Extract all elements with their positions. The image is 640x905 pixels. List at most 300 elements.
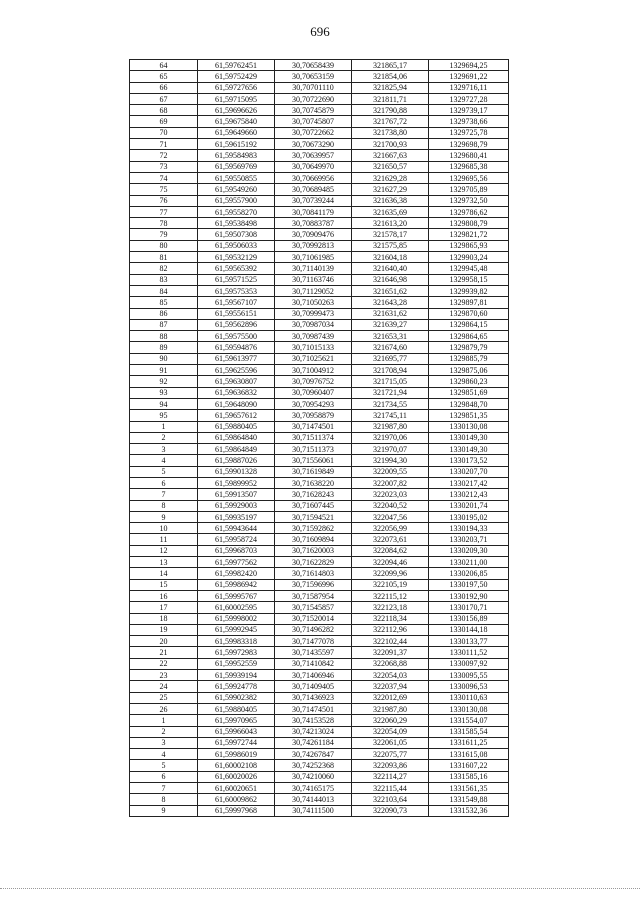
table-row <box>130 116 509 127</box>
y-coordinate-cell: 1329786,62 <box>429 206 509 217</box>
latitude-cell: 61,59762451 <box>198 60 275 71</box>
point-number-cell: 93 <box>130 387 198 398</box>
y-coordinate-cell: 1330111,52 <box>429 647 509 658</box>
longitude-cell: 30,70701110 <box>275 82 352 93</box>
y-coordinate-cell: 1329945,48 <box>429 263 509 274</box>
y-coordinate-cell: 1330207,70 <box>429 466 509 477</box>
table-row <box>130 783 509 794</box>
point-number-cell: 7 <box>130 783 198 794</box>
x-coordinate-cell: 321825,94 <box>352 82 429 93</box>
table-row <box>130 602 509 613</box>
x-coordinate-cell: 322037,94 <box>352 681 429 692</box>
table-row <box>130 726 509 737</box>
table-row <box>130 805 509 816</box>
point-number-cell: 21 <box>130 647 198 658</box>
y-coordinate-cell: 1329864,65 <box>429 331 509 342</box>
table-row <box>130 760 509 771</box>
y-coordinate-cell: 1329738,66 <box>429 116 509 127</box>
longitude-cell: 30,70883787 <box>275 218 352 229</box>
y-coordinate-cell: 1330203,71 <box>429 534 509 545</box>
y-coordinate-cell: 1330195,02 <box>429 511 509 522</box>
latitude-cell: 61,59913507 <box>198 489 275 500</box>
point-number-cell: 25 <box>130 692 198 703</box>
table-row <box>130 568 509 579</box>
x-coordinate-cell: 322091,37 <box>352 647 429 658</box>
coordinates-table-body <box>130 60 509 817</box>
y-coordinate-cell: 1329680,41 <box>429 150 509 161</box>
longitude-cell: 30,71620003 <box>275 545 352 556</box>
table-row <box>130 636 509 647</box>
y-coordinate-cell: 1331585,54 <box>429 726 509 737</box>
y-coordinate-cell: 1329885,79 <box>429 353 509 364</box>
point-number-cell: 7 <box>130 489 198 500</box>
latitude-cell: 61,59992945 <box>198 624 275 635</box>
x-coordinate-cell: 322068,88 <box>352 658 429 669</box>
point-number-cell: 91 <box>130 365 198 376</box>
latitude-cell: 61,59567107 <box>198 297 275 308</box>
y-coordinate-cell: 1331549,88 <box>429 794 509 805</box>
latitude-cell: 61,59935197 <box>198 511 275 522</box>
latitude-cell: 61,59902382 <box>198 692 275 703</box>
x-coordinate-cell: 321738,80 <box>352 127 429 138</box>
table-row <box>130 647 509 658</box>
point-number-cell: 94 <box>130 398 198 409</box>
longitude-cell: 30,70669956 <box>275 172 352 183</box>
x-coordinate-cell: 321613,20 <box>352 218 429 229</box>
point-number-cell: 19 <box>130 624 198 635</box>
x-coordinate-cell: 322084,62 <box>352 545 429 556</box>
point-number-cell: 4 <box>130 455 198 466</box>
x-coordinate-cell: 322102,44 <box>352 636 429 647</box>
point-number-cell: 20 <box>130 636 198 647</box>
point-number-cell: 67 <box>130 93 198 104</box>
latitude-cell: 61,59569769 <box>198 161 275 172</box>
longitude-cell: 30,71511373 <box>275 444 352 455</box>
longitude-cell: 30,71061985 <box>275 252 352 263</box>
longitude-cell: 30,70909476 <box>275 229 352 240</box>
table-row <box>130 285 509 296</box>
latitude-cell: 61,59594876 <box>198 342 275 353</box>
point-number-cell: 88 <box>130 331 198 342</box>
y-coordinate-cell: 1329865,93 <box>429 240 509 251</box>
y-coordinate-cell: 1330156,89 <box>429 613 509 624</box>
point-number-cell: 89 <box>130 342 198 353</box>
longitude-cell: 30,70999473 <box>275 308 352 319</box>
longitude-cell: 30,70958879 <box>275 410 352 421</box>
table-row <box>130 195 509 206</box>
latitude-cell: 61,59929003 <box>198 500 275 511</box>
latitude-cell: 61,59550855 <box>198 172 275 183</box>
longitude-cell: 30,71129052 <box>275 285 352 296</box>
point-number-cell: 5 <box>130 466 198 477</box>
y-coordinate-cell: 1331611,25 <box>429 737 509 748</box>
latitude-cell: 61,59966043 <box>198 726 275 737</box>
table-row <box>130 421 509 432</box>
x-coordinate-cell: 322054,09 <box>352 726 429 737</box>
x-coordinate-cell: 321970,07 <box>352 444 429 455</box>
table-row <box>130 184 509 195</box>
longitude-cell: 30,70745879 <box>275 105 352 116</box>
point-number-cell: 22 <box>130 658 198 669</box>
latitude-cell: 61,59657612 <box>198 410 275 421</box>
longitude-cell: 30,71628243 <box>275 489 352 500</box>
footer-rule <box>0 888 640 889</box>
y-coordinate-cell: 1329958,15 <box>429 274 509 285</box>
table-row <box>130 590 509 601</box>
y-coordinate-cell: 1330201,74 <box>429 500 509 511</box>
longitude-cell: 30,74252368 <box>275 760 352 771</box>
table-row <box>130 71 509 82</box>
x-coordinate-cell: 322105,19 <box>352 579 429 590</box>
y-coordinate-cell: 1329897,81 <box>429 297 509 308</box>
x-coordinate-cell: 321629,28 <box>352 172 429 183</box>
latitude-cell: 61,59995767 <box>198 590 275 601</box>
table-row <box>130 681 509 692</box>
table-row <box>130 523 509 534</box>
x-coordinate-cell: 321646,98 <box>352 274 429 285</box>
longitude-cell: 30,70954293 <box>275 398 352 409</box>
point-number-cell: 64 <box>130 60 198 71</box>
x-coordinate-cell: 321700,93 <box>352 139 429 150</box>
y-coordinate-cell: 1329685,38 <box>429 161 509 172</box>
y-coordinate-cell: 1330110,63 <box>429 692 509 703</box>
y-coordinate-cell: 1331532,36 <box>429 805 509 816</box>
latitude-cell: 61,59939194 <box>198 670 275 681</box>
latitude-cell: 61,59575353 <box>198 285 275 296</box>
x-coordinate-cell: 321865,17 <box>352 60 429 71</box>
point-number-cell: 87 <box>130 319 198 330</box>
point-number-cell: 75 <box>130 184 198 195</box>
x-coordinate-cell: 321721,94 <box>352 387 429 398</box>
point-number-cell: 10 <box>130 523 198 534</box>
longitude-cell: 30,71556061 <box>275 455 352 466</box>
table-row <box>130 353 509 364</box>
latitude-cell: 61,59983318 <box>198 636 275 647</box>
table-row <box>130 93 509 104</box>
x-coordinate-cell: 322007,82 <box>352 477 429 488</box>
point-number-cell: 85 <box>130 297 198 308</box>
table-row <box>130 466 509 477</box>
latitude-cell: 61,59982420 <box>198 568 275 579</box>
longitude-cell: 30,74111500 <box>275 805 352 816</box>
point-number-cell: 72 <box>130 150 198 161</box>
latitude-cell: 61,59727656 <box>198 82 275 93</box>
x-coordinate-cell: 321631,62 <box>352 308 429 319</box>
point-number-cell: 18 <box>130 613 198 624</box>
y-coordinate-cell: 1329864,15 <box>429 319 509 330</box>
y-coordinate-cell: 1330149,30 <box>429 444 509 455</box>
y-coordinate-cell: 1329848,70 <box>429 398 509 409</box>
x-coordinate-cell: 321790,88 <box>352 105 429 116</box>
x-coordinate-cell: 322009,55 <box>352 466 429 477</box>
y-coordinate-cell: 1330212,43 <box>429 489 509 500</box>
table-row <box>130 624 509 635</box>
point-number-cell: 83 <box>130 274 198 285</box>
y-coordinate-cell: 1330206,85 <box>429 568 509 579</box>
latitude-cell: 61,60020026 <box>198 771 275 782</box>
point-number-cell: 77 <box>130 206 198 217</box>
y-coordinate-cell: 1330192,90 <box>429 590 509 601</box>
x-coordinate-cell: 322114,27 <box>352 771 429 782</box>
latitude-cell: 61,59558270 <box>198 206 275 217</box>
table-row <box>130 365 509 376</box>
point-number-cell: 8 <box>130 794 198 805</box>
longitude-cell: 30,71607445 <box>275 500 352 511</box>
table-row <box>130 387 509 398</box>
latitude-cell: 61,59675840 <box>198 116 275 127</box>
table-row <box>130 670 509 681</box>
point-number-cell: 70 <box>130 127 198 138</box>
latitude-cell: 61,59952559 <box>198 658 275 669</box>
y-coordinate-cell: 1330130,08 <box>429 703 509 714</box>
y-coordinate-cell: 1331615,08 <box>429 749 509 760</box>
table-row <box>130 613 509 624</box>
longitude-cell: 30,71545857 <box>275 602 352 613</box>
latitude-cell: 61,59565392 <box>198 263 275 274</box>
y-coordinate-cell: 1329808,79 <box>429 218 509 229</box>
longitude-cell: 30,71474501 <box>275 703 352 714</box>
y-coordinate-cell: 1329851,35 <box>429 410 509 421</box>
point-number-cell: 4 <box>130 749 198 760</box>
point-number-cell: 84 <box>130 285 198 296</box>
latitude-cell: 61,59970965 <box>198 715 275 726</box>
x-coordinate-cell: 322093,86 <box>352 760 429 771</box>
y-coordinate-cell: 1329727,28 <box>429 93 509 104</box>
y-coordinate-cell: 1330170,71 <box>429 602 509 613</box>
y-coordinate-cell: 1330149,30 <box>429 432 509 443</box>
x-coordinate-cell: 322115,12 <box>352 590 429 601</box>
longitude-cell: 30,70639957 <box>275 150 352 161</box>
longitude-cell: 30,70722662 <box>275 127 352 138</box>
x-coordinate-cell: 322112,96 <box>352 624 429 635</box>
table-row <box>130 127 509 138</box>
latitude-cell: 61,59648090 <box>198 398 275 409</box>
latitude-cell: 61,59506033 <box>198 240 275 251</box>
longitude-cell: 30,71592862 <box>275 523 352 534</box>
table-row <box>130 749 509 760</box>
longitude-cell: 30,74210060 <box>275 771 352 782</box>
point-number-cell: 65 <box>130 71 198 82</box>
longitude-cell: 30,71435597 <box>275 647 352 658</box>
point-number-cell: 8 <box>130 500 198 511</box>
y-coordinate-cell: 1329860,23 <box>429 376 509 387</box>
y-coordinate-cell: 1330096,53 <box>429 681 509 692</box>
x-coordinate-cell: 322075,77 <box>352 749 429 760</box>
table-row <box>130 703 509 714</box>
y-coordinate-cell: 1329716,11 <box>429 82 509 93</box>
longitude-cell: 30,71140139 <box>275 263 352 274</box>
y-coordinate-cell: 1330211,00 <box>429 557 509 568</box>
table-row <box>130 172 509 183</box>
y-coordinate-cell: 1329694,25 <box>429 60 509 71</box>
point-number-cell: 24 <box>130 681 198 692</box>
longitude-cell: 30,71409405 <box>275 681 352 692</box>
table-row <box>130 715 509 726</box>
x-coordinate-cell: 322047,56 <box>352 511 429 522</box>
latitude-cell: 61,59715095 <box>198 93 275 104</box>
x-coordinate-cell: 321695,77 <box>352 353 429 364</box>
longitude-cell: 30,71614803 <box>275 568 352 579</box>
table-row <box>130 410 509 421</box>
table-row <box>130 60 509 71</box>
y-coordinate-cell: 1330133,77 <box>429 636 509 647</box>
x-coordinate-cell: 321636,38 <box>352 195 429 206</box>
y-coordinate-cell: 1329739,17 <box>429 105 509 116</box>
longitude-cell: 30,71436923 <box>275 692 352 703</box>
longitude-cell: 30,70722690 <box>275 93 352 104</box>
longitude-cell: 30,71406946 <box>275 670 352 681</box>
latitude-cell: 61,59557900 <box>198 195 275 206</box>
y-coordinate-cell: 1330217,42 <box>429 477 509 488</box>
longitude-cell: 30,70653159 <box>275 71 352 82</box>
point-number-cell: 66 <box>130 82 198 93</box>
longitude-cell: 30,74153528 <box>275 715 352 726</box>
table-row <box>130 771 509 782</box>
table-row <box>130 331 509 342</box>
longitude-cell: 30,70745807 <box>275 116 352 127</box>
point-number-cell: 74 <box>130 172 198 183</box>
latitude-cell: 61,59752429 <box>198 71 275 82</box>
x-coordinate-cell: 322073,61 <box>352 534 429 545</box>
table-row <box>130 252 509 263</box>
table-row <box>130 489 509 500</box>
x-coordinate-cell: 322115,44 <box>352 783 429 794</box>
y-coordinate-cell: 1331561,35 <box>429 783 509 794</box>
point-number-cell: 79 <box>130 229 198 240</box>
y-coordinate-cell: 1329851,69 <box>429 387 509 398</box>
latitude-cell: 61,59532129 <box>198 252 275 263</box>
x-coordinate-cell: 322090,73 <box>352 805 429 816</box>
table-row <box>130 229 509 240</box>
latitude-cell: 61,59584983 <box>198 150 275 161</box>
latitude-cell: 61,59630807 <box>198 376 275 387</box>
table-row <box>130 274 509 285</box>
latitude-cell: 61,59538498 <box>198 218 275 229</box>
latitude-cell: 61,59880405 <box>198 703 275 714</box>
latitude-cell: 61,59986019 <box>198 749 275 760</box>
point-number-cell: 3 <box>130 444 198 455</box>
latitude-cell: 61,59636832 <box>198 387 275 398</box>
table-row <box>130 105 509 116</box>
point-number-cell: 11 <box>130 534 198 545</box>
longitude-cell: 30,71050263 <box>275 297 352 308</box>
longitude-cell: 30,70673290 <box>275 139 352 150</box>
longitude-cell: 30,71622829 <box>275 557 352 568</box>
point-number-cell: 2 <box>130 726 198 737</box>
x-coordinate-cell: 322061,05 <box>352 737 429 748</box>
x-coordinate-cell: 321811,71 <box>352 93 429 104</box>
longitude-cell: 30,74144013 <box>275 794 352 805</box>
y-coordinate-cell: 1329732,50 <box>429 195 509 206</box>
x-coordinate-cell: 322060,29 <box>352 715 429 726</box>
longitude-cell: 30,71511374 <box>275 432 352 443</box>
y-coordinate-cell: 1329821,72 <box>429 229 509 240</box>
latitude-cell: 61,59562896 <box>198 319 275 330</box>
x-coordinate-cell: 321674,60 <box>352 342 429 353</box>
table-row <box>130 737 509 748</box>
table-row <box>130 455 509 466</box>
point-number-cell: 9 <box>130 805 198 816</box>
x-coordinate-cell: 321987,80 <box>352 703 429 714</box>
latitude-cell: 61,60009862 <box>198 794 275 805</box>
y-coordinate-cell: 1330095,55 <box>429 670 509 681</box>
longitude-cell: 30,71619849 <box>275 466 352 477</box>
x-coordinate-cell: 322023,03 <box>352 489 429 500</box>
y-coordinate-cell: 1329939,82 <box>429 285 509 296</box>
table-row <box>130 82 509 93</box>
point-number-cell: 86 <box>130 308 198 319</box>
x-coordinate-cell: 322054,03 <box>352 670 429 681</box>
y-coordinate-cell: 1330197,50 <box>429 579 509 590</box>
table-row <box>130 579 509 590</box>
x-coordinate-cell: 322103,64 <box>352 794 429 805</box>
longitude-cell: 30,71587954 <box>275 590 352 601</box>
latitude-cell: 61,59613977 <box>198 353 275 364</box>
latitude-cell: 61,59977562 <box>198 557 275 568</box>
point-number-cell: 95 <box>130 410 198 421</box>
table-row <box>130 477 509 488</box>
longitude-cell: 30,70739244 <box>275 195 352 206</box>
latitude-cell: 61,60020651 <box>198 783 275 794</box>
point-number-cell: 23 <box>130 670 198 681</box>
point-number-cell: 3 <box>130 737 198 748</box>
point-number-cell: 26 <box>130 703 198 714</box>
point-number-cell: 14 <box>130 568 198 579</box>
table-row <box>130 444 509 455</box>
longitude-cell: 30,70649970 <box>275 161 352 172</box>
latitude-cell: 61,59880405 <box>198 421 275 432</box>
longitude-cell: 30,70658439 <box>275 60 352 71</box>
x-coordinate-cell: 321715,05 <box>352 376 429 387</box>
x-coordinate-cell: 321635,69 <box>352 206 429 217</box>
x-coordinate-cell: 321987,80 <box>352 421 429 432</box>
table-row <box>130 218 509 229</box>
longitude-cell: 30,70987034 <box>275 319 352 330</box>
page-number: 696 <box>310 24 330 39</box>
y-coordinate-cell: 1329695,56 <box>429 172 509 183</box>
table-row <box>130 297 509 308</box>
longitude-cell: 30,71163746 <box>275 274 352 285</box>
latitude-cell: 61,59997968 <box>198 805 275 816</box>
y-coordinate-cell: 1330130,08 <box>429 421 509 432</box>
point-number-cell: 12 <box>130 545 198 556</box>
table-row <box>130 534 509 545</box>
longitude-cell: 30,70992813 <box>275 240 352 251</box>
point-number-cell: 78 <box>130 218 198 229</box>
longitude-cell: 30,74165175 <box>275 783 352 794</box>
longitude-cell: 30,70987439 <box>275 331 352 342</box>
point-number-cell: 1 <box>130 715 198 726</box>
point-number-cell: 69 <box>130 116 198 127</box>
y-coordinate-cell: 1330209,30 <box>429 545 509 556</box>
x-coordinate-cell: 322118,34 <box>352 613 429 624</box>
longitude-cell: 30,71609894 <box>275 534 352 545</box>
table-row <box>130 240 509 251</box>
x-coordinate-cell: 321994,30 <box>352 455 429 466</box>
table-row <box>130 794 509 805</box>
x-coordinate-cell: 321650,57 <box>352 161 429 172</box>
latitude-cell: 61,60002595 <box>198 602 275 613</box>
y-coordinate-cell: 1329870,60 <box>429 308 509 319</box>
x-coordinate-cell: 322099,96 <box>352 568 429 579</box>
longitude-cell: 30,71004912 <box>275 365 352 376</box>
longitude-cell: 30,74261184 <box>275 737 352 748</box>
point-number-cell: 71 <box>130 139 198 150</box>
point-number-cell: 13 <box>130 557 198 568</box>
point-number-cell: 92 <box>130 376 198 387</box>
latitude-cell: 61,59901328 <box>198 466 275 477</box>
y-coordinate-cell: 1329691,22 <box>429 71 509 82</box>
